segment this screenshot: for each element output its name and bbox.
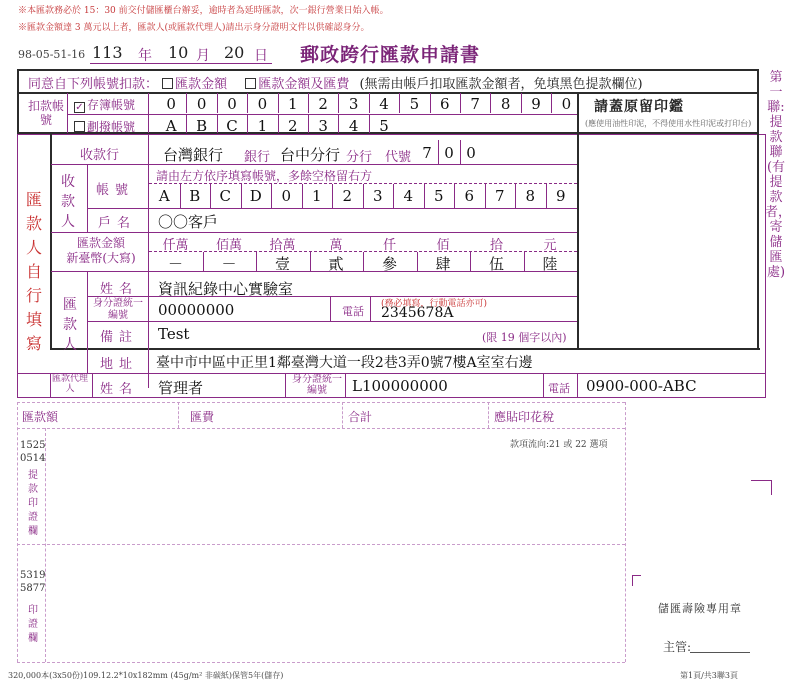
stamp-corner-tl	[632, 575, 641, 586]
giro-digit: 2	[288, 117, 298, 135]
payee-account-digit: 8	[525, 187, 536, 205]
agent-phone-label: 電話	[548, 382, 570, 395]
remitter-label: 匯款人	[63, 297, 77, 353]
amount-unit: 元	[543, 238, 557, 253]
remitter-phone-value: 2345678A	[381, 305, 454, 321]
form-code: 98-05-51-16	[18, 48, 86, 61]
office-code-b: 0514	[20, 453, 46, 464]
passbook-digit: 0	[227, 95, 237, 113]
office-fee-label: 匯費	[190, 410, 215, 424]
agent-id-label: 身分證統一編號	[292, 374, 342, 396]
date-year: 113	[92, 43, 123, 62]
giro-digit: C	[226, 117, 238, 135]
memo-limit: (限 19 個字以內)	[482, 331, 567, 344]
office-code-c: 5319	[20, 570, 46, 581]
debit-option-row	[28, 73, 643, 92]
agent-name-value: 管理者	[158, 379, 204, 397]
passbook-label: 存簿帳號	[87, 98, 136, 112]
withdraw-seal-label: 提款印證欄	[28, 470, 38, 537]
debit-prompt: 同意自下列帳號扣款：	[28, 77, 159, 92]
amount-label	[58, 236, 144, 266]
payee-account-digit: 6	[464, 187, 475, 205]
branch-name: 台中分行	[280, 146, 341, 164]
remitter-id-value: 00000000	[158, 301, 235, 319]
memo-label: 備註	[100, 330, 139, 345]
self-fill-label: 匯款人自行填寫	[25, 190, 42, 353]
agent-label: 匯款代理人	[51, 374, 88, 394]
notice-line-2: ※匯款金額達 3 萬元以上者，匯款人(或匯款代理人)請出示身分證明文件以供確認身分。	[18, 23, 370, 33]
amount-value: 肆	[435, 255, 451, 273]
flow-note: 款項流向:21 或 22 選項	[510, 440, 608, 450]
office-total-label: 合計	[348, 410, 373, 424]
passbook-digit: 4	[379, 95, 389, 113]
bank-code-digit: 0	[444, 144, 454, 162]
passbook-row-label	[74, 96, 135, 113]
remitter-name-value: 資訊紀錄中心實驗室	[158, 280, 294, 298]
passbook-digit: 8	[500, 95, 511, 113]
agent-id-value: L100000000	[352, 377, 448, 395]
amount-value: 貳	[328, 255, 344, 273]
payee-name-label: 戶名	[98, 216, 137, 231]
stamp-corner-tr	[751, 480, 772, 495]
passbook-digit: 3	[348, 95, 359, 113]
office-amount-label: 匯款額	[22, 410, 59, 424]
remitter-phone-label: 電話	[342, 305, 364, 318]
payee-account-digit: 3	[372, 187, 383, 205]
remitter-phone-note: (務必填寫，行動電話亦可)	[381, 299, 488, 309]
seal-title: 請蓋原留印鑑	[594, 99, 684, 115]
passbook-digit: 0	[166, 95, 176, 113]
copy-note: 第一聯:提款聯(有提款者，寄儲匯處)	[765, 70, 791, 280]
amount-value: 壹	[274, 255, 290, 273]
amount-label-1: 匯款金額	[76, 236, 125, 250]
agent-phone-value: 0900-000-ABC	[586, 377, 697, 395]
seal-column-label: 印證欄	[28, 605, 38, 644]
bank-label: 收款行	[80, 148, 120, 163]
amount-unit: 佰萬	[215, 238, 242, 253]
payee-label: 收款人	[61, 174, 75, 230]
remitter-id-label: 身分證統一編號	[93, 298, 143, 321]
amount-unit: 拾萬	[269, 238, 296, 253]
passbook-digit: 1	[288, 95, 298, 113]
payee-account-digit: 7	[494, 187, 505, 205]
office-code-a: 1525	[20, 440, 46, 451]
option-amount-fee-checkbox[interactable]	[245, 78, 256, 89]
seal-note: (應使用油性印泥，不得使用水性印泥或打印台)	[585, 119, 752, 128]
payee-name-value: 〇〇客戶	[158, 213, 219, 231]
stamp-label: 儲匯壽險專用章	[658, 602, 742, 615]
remitter-name-label: 姓名	[100, 282, 139, 297]
agent-name-label: 姓名	[100, 382, 139, 397]
stamp-tax-label: 應貼印花稅	[494, 410, 555, 424]
giro-digit: 3	[318, 117, 328, 135]
passbook-digit: 7	[470, 95, 480, 113]
date-day-unit: 日	[254, 48, 268, 64]
address-label: 地址	[100, 357, 139, 372]
payee-account-digit: 1	[311, 187, 322, 205]
amount-value: －	[167, 255, 183, 273]
date-month: 10	[168, 43, 189, 62]
bank-code-digit: 7	[422, 144, 432, 162]
amount-value: 參	[381, 255, 397, 273]
account-hint: 請由左方依序填寫帳號，多餘空格留右方	[156, 169, 373, 183]
amount-unit: 仟	[382, 238, 396, 253]
giro-digit: B	[196, 117, 208, 135]
bank-unit: 銀行	[244, 150, 271, 165]
branch-unit: 分行	[346, 150, 373, 165]
notice-line-1: ※本匯款務必於 15：30 前交付儲匯櫃台辦妥，逾時者為延時匯款，次一銀行營業日始入帳。	[18, 6, 389, 16]
date-month-unit: 月	[196, 48, 210, 64]
memo-value: Test	[158, 325, 190, 343]
giro-digit: 1	[257, 117, 268, 135]
debit-account-label: 扣款帳號	[28, 99, 65, 127]
date-year-unit: 年	[138, 48, 152, 64]
passbook-digit: 5	[409, 95, 420, 113]
amount-value: －	[221, 255, 237, 273]
supervisor-label: 主管:	[663, 640, 692, 654]
giro-digit: 4	[348, 117, 359, 135]
payee-account-digit: 2	[342, 187, 353, 205]
bank-code-digit: 0	[466, 144, 476, 162]
option-amount-fee-label: 匯款金額及匯費	[258, 77, 350, 92]
date-day: 20	[224, 43, 245, 62]
amount-unit: 佰	[436, 238, 450, 253]
giro-checkbox[interactable]	[74, 121, 85, 132]
amount-value: 陸	[542, 255, 558, 273]
address-value: 臺中市中區中正里1鄰臺灣大道一段2巷3弄0號7樓A室室右邊	[156, 355, 533, 371]
form-title: 郵政跨行匯款申請書	[300, 44, 481, 66]
amount-value: 伍	[488, 255, 504, 273]
account-label: 帳號	[96, 183, 135, 198]
giro-row-label	[74, 118, 135, 135]
payee-account-digit: B	[189, 187, 201, 205]
option-amount-checkbox[interactable]	[162, 78, 173, 89]
passbook-digit: 6	[440, 95, 450, 113]
passbook-digit: 2	[318, 95, 328, 113]
giro-label: 劃撥帳號	[87, 120, 136, 134]
amount-label-2: 新臺幣(大寫)	[66, 251, 136, 265]
payee-account-digit: A	[158, 187, 170, 205]
footer-page: 第1頁/共3聯3頁	[680, 671, 738, 680]
passbook-digit: 9	[531, 95, 541, 113]
bank-name: 台灣銀行	[163, 146, 224, 164]
payee-account-digit: 5	[433, 187, 444, 205]
debit-note: (無需由帳戶扣取匯款金額者，免填黑色提款欄位)	[359, 77, 643, 92]
amount-unit: 萬	[329, 238, 343, 253]
amount-unit: 仟萬	[162, 238, 189, 253]
giro-digit: 5	[379, 117, 389, 135]
payee-account-digit: D	[249, 187, 262, 205]
passbook-checkbox[interactable]: ✓	[75, 102, 84, 113]
payee-account-digit: 4	[403, 187, 414, 205]
giro-digit: A	[165, 117, 177, 135]
payee-account-digit: C	[219, 187, 231, 205]
option-amount-label: 匯款金額	[175, 77, 228, 92]
amount-unit: 拾	[489, 238, 503, 253]
payee-account-digit: 9	[555, 187, 566, 205]
passbook-digit: 0	[196, 95, 207, 113]
passbook-digit: 0	[257, 95, 268, 113]
office-code-d: 5877	[20, 583, 46, 594]
bank-code-label: 代號	[385, 150, 412, 165]
footer-spec: 320,000本(3x50份)109.12.2*10x182mm (45g/m² 非碳紙)保管5年(儲存)	[8, 671, 284, 680]
passbook-digit: 0	[561, 95, 572, 113]
payee-account-digit: 0	[281, 187, 292, 205]
